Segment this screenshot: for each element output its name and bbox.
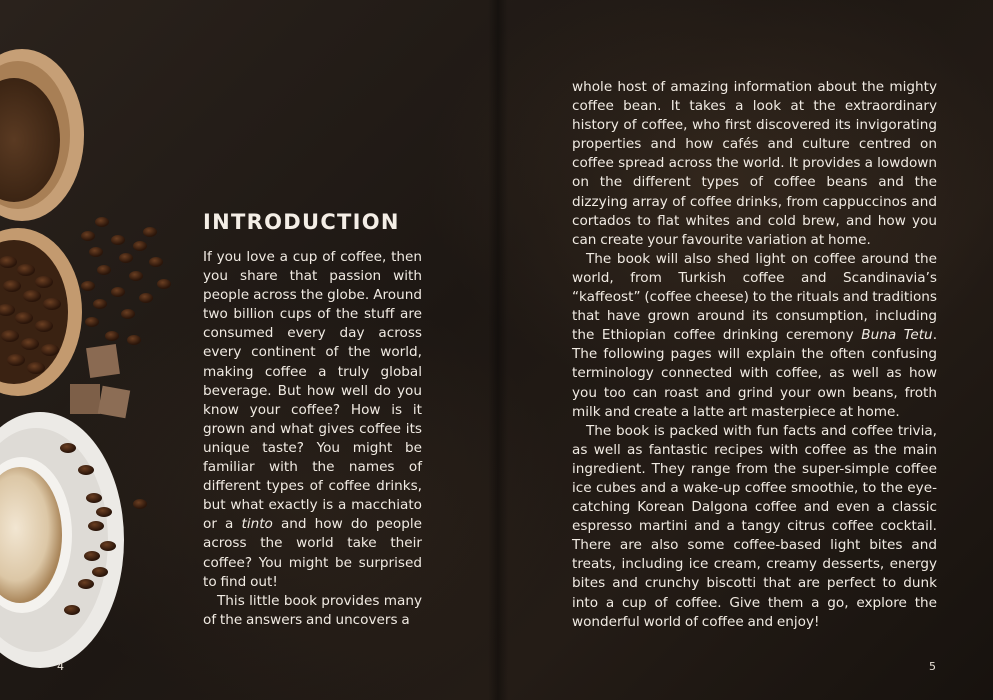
body-paragraph: The book is packed with fun facts and coffee trivia, as well as fantastic recipes with coffee as the main ingredient. They range from the super-simple coffee ice cubes and a wake-up coffee smoothie, to the eye-catching Korean Dalgona coffee and even a classic espresso martini and a tangy citrus coffee cocktail. There are also some coffee-based light bites and treats, including ice cream, creamy desserts, energy bites and crunchy biscotti that are perfect to dunk into a cup of coffee. Give them a go, explore the wonderful world of coffee and enjoy!: [572, 422, 937, 630]
emphasis-text: tinto: [241, 516, 273, 533]
chapter-heading: INTRODUCTION: [203, 210, 400, 234]
paragraph-text: and how do people across the world take their coffee? You might be surprised to find out!: [203, 516, 422, 590]
page-number-right: 5: [929, 660, 936, 673]
coffee-still-life-image: [0, 0, 200, 700]
body-paragraph: [203, 248, 422, 592]
coffee-cup-saucer-icon: [0, 412, 124, 668]
body-paragraph: [572, 250, 937, 422]
page-number-left: 4: [57, 660, 64, 673]
left-page-body: [203, 248, 422, 630]
right-page-body: [572, 78, 937, 632]
paragraph-text: The book will also shed light on coffee around the world, from Turkish coffee and Scandinavia’s “kaffeost” (coffee cheese) to the rituals and traditions that have grown around its consumption, including the Ethiopian coffee drinking ceremony: [572, 250, 937, 344]
body-paragraph: This little book provides many of the answers and uncovers a: [203, 592, 422, 628]
coffee-beans-bowl-icon: [0, 228, 82, 396]
page-gutter: [488, 0, 508, 700]
paragraph-text: If you love a cup of coffee, then you share that passion with people across the globe. Around two billion cups of the stuff are consumed every day across every continent of the world, making coffee a truly global beverage. But how well do you know your coffee? How is it grown and what gives coffee its unique taste? You might be familiar with the names of different types of coffee drinks, but what exactly is a macchiato or a: [203, 249, 422, 533]
ground-coffee-bowl-icon: [0, 49, 84, 221]
emphasis-text: Buna Tetu: [861, 327, 933, 344]
sugar-cubes-icon: [70, 344, 130, 418]
body-paragraph: whole host of amazing information about the mighty coffee bean. It takes a look at the extraordinary history of coffee, who first discovered its invigorating properties and how cafés and culture centred on coffee spread across the world. It provides a lowdown on the different types of coffee beans and the dizzying array of coffee drinks, from cappuccinos and cortados to flat whites and cold brew, and how you can create your favourite variation at home.: [572, 79, 937, 248]
paragraph-text: . The following pages will explain the often confusing terminology connected with coffee, as well as how you too can roast and grind your own beans, froth milk and create a latte art masterpiece at home.: [572, 327, 938, 420]
